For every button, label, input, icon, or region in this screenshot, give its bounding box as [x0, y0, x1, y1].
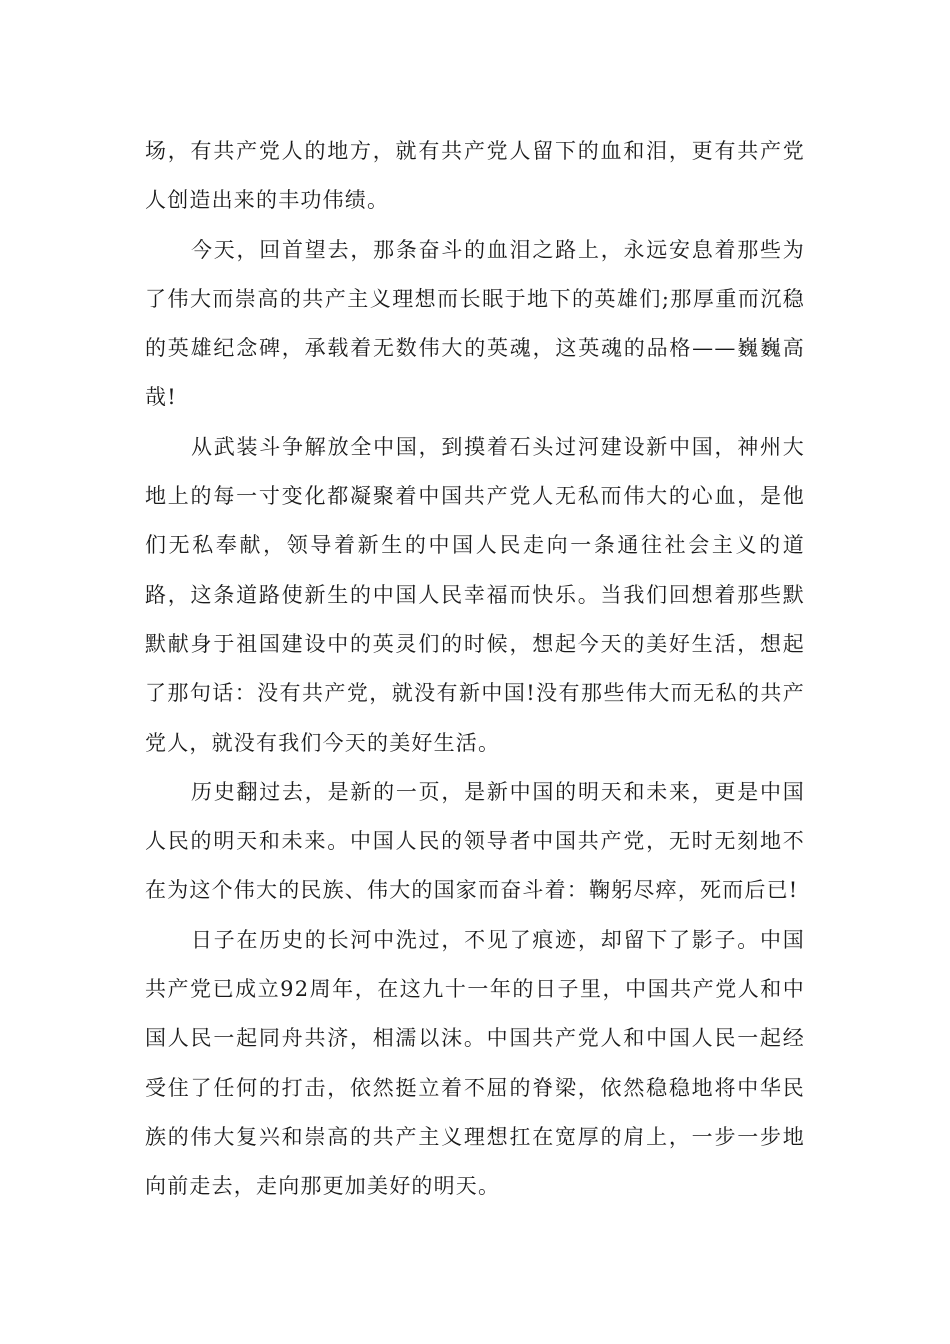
document-body: [145, 127, 805, 1212]
paragraph-4: 历史翻过去，是新的一页，是新中国的明天和未来，更是中国人民的明天和未来。中国人民的领导者中国共产党，无时无刻地不在为这个伟大的民族、伟大的国家而奋斗着：鞠躬尽瘁，死而后已!: [145, 779, 805, 903]
paragraph-1: 场，有共产党人的地方，就有共产党人留下的血和泪，更有共产党人创造出来的丰功伟绩。: [145, 139, 805, 213]
paragraph-5: 日子在历史的长河中洗过，不见了痕迹，却留下了影子。中国共产党已成立92周年，在这九十一年的日子里，中国共产党人和中国人民一起同舟共济，相濡以沫。中国共产党人和中国人民一起经受住了任何的打击，依然挺立着不屈的脊梁，依然稳稳地将中华民族的伟大复兴和崇高的共产主义理想扛在宽厚的肩上，一步一步地向前走去，走向那更加美好的明天。: [145, 927, 805, 1199]
paragraph-3: 从武装斗争解放全中国，到摸着石头过河建设新中国，神州大地上的每一寸变化都凝聚着中国共产党人无私而伟大的心血，是他们无私奉献，领导着新生的中国人民走向一条通往社会主义的道路，这条道路使新生的中国人民幸福而快乐。当我们回想着那些默默献身于祖国建设中的英灵们的时候，想起今天的美好生活，想起了那句话：没有共产党，就没有新中国!没有那些伟大而无私的共产党人，就没有我们今天的美好生活。: [145, 434, 805, 755]
paragraph-2: 今天，回首望去，那条奋斗的血泪之路上，永远安息着那些为了伟大而崇高的共产主义理想而长眠于地下的英雄们;那厚重而沉稳的英雄纪念碑，承载着无数伟大的英魂，这英魂的品格——巍巍高哉!: [145, 237, 805, 410]
